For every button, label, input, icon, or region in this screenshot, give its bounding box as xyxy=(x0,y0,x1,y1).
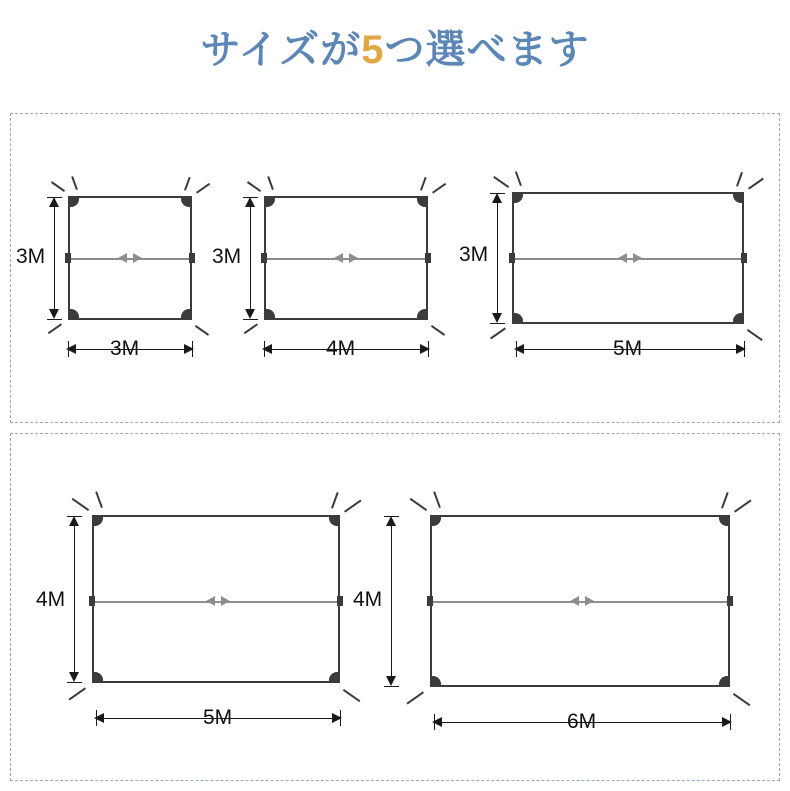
side-tab-right-5x3 xyxy=(741,253,747,263)
dim-width-label-3x3: 3M xyxy=(110,337,140,360)
dim-height-label-5x4: 4M xyxy=(36,588,66,611)
ridge-notch-left-3x3 xyxy=(118,253,127,263)
corner-patch-br-4x3 xyxy=(417,309,428,320)
dim-horizontal-cap-right-5x4 xyxy=(340,710,341,726)
side-tab-right-5x4 xyxy=(337,596,343,606)
dim-height-label-3x3: 3M xyxy=(16,245,46,268)
side-tab-right-3x3 xyxy=(189,253,195,263)
dim-width-label-5x4: 5M xyxy=(203,706,233,729)
dim-height-label-4x3: 3M xyxy=(212,245,242,268)
tarp-ridge-3x3 xyxy=(70,258,190,260)
corner-patch-br-5x3 xyxy=(733,313,744,324)
corner-patch-br-6x4 xyxy=(719,676,730,687)
page-title xyxy=(0,18,790,75)
dim-vertical-arrow-down-5x3 xyxy=(492,313,502,323)
side-tab-right-6x4 xyxy=(727,596,733,606)
dim-width-label-4x3: 4M xyxy=(326,337,356,360)
dim-vertical-line-4x3 xyxy=(250,200,251,316)
side-tab-left-6x4 xyxy=(427,596,433,606)
dim-vertical-line-5x4 xyxy=(74,519,75,679)
side-tab-left-5x4 xyxy=(89,596,95,606)
ridge-notch-left-6x4 xyxy=(570,596,579,606)
dim-vertical-arrow-down-6x4 xyxy=(386,676,396,686)
dim-height-label-6x4: 4M xyxy=(353,588,383,611)
dim-horizontal-cap-left-6x4 xyxy=(434,714,435,730)
dim-vertical-arrow-up-4x3 xyxy=(245,197,255,207)
dim-height-label-5x3: 3M xyxy=(459,243,489,266)
dim-horizontal-cap-left-3x3 xyxy=(68,341,69,357)
dim-vertical-line-6x4 xyxy=(391,519,392,683)
dim-vertical-cap-bottom-3x3 xyxy=(47,319,62,320)
corner-patch-br-3x3 xyxy=(181,309,192,320)
dim-horizontal-cap-right-3x3 xyxy=(192,341,193,357)
page-title-trail: つ選べます xyxy=(384,28,590,72)
tarp-body-5x4 xyxy=(92,515,340,683)
dim-vertical-arrow-down-4x3 xyxy=(245,309,255,319)
dim-horizontal-cap-left-5x3 xyxy=(516,341,517,357)
tarp-ridge-4x3 xyxy=(266,258,426,260)
dim-vertical-arrow-up-5x3 xyxy=(492,193,502,203)
ridge-notch-left-4x3 xyxy=(334,253,343,263)
tarp-ridge-5x3 xyxy=(514,258,742,260)
dim-vertical-cap-bottom-4x3 xyxy=(243,319,258,320)
dim-vertical-line-5x3 xyxy=(497,196,498,320)
ridge-notch-right-5x4 xyxy=(221,596,230,606)
dim-vertical-cap-top-5x4 xyxy=(67,516,82,517)
tarp-ridge-6x4 xyxy=(432,601,728,603)
ridge-notch-left-5x4 xyxy=(206,596,215,606)
page-title-lead: サイズが xyxy=(200,28,362,72)
dim-vertical-cap-bottom-5x3 xyxy=(490,323,505,324)
dim-horizontal-cap-right-4x3 xyxy=(428,341,429,357)
ridge-notch-right-5x3 xyxy=(633,253,642,263)
corner-patch-br-5x4 xyxy=(329,672,340,683)
dim-vertical-arrow-down-3x3 xyxy=(49,309,59,319)
dim-vertical-cap-top-4x3 xyxy=(243,197,258,198)
dim-horizontal-cap-right-6x4 xyxy=(730,714,731,730)
dim-vertical-arrow-up-5x4 xyxy=(69,516,79,526)
side-tab-left-3x3 xyxy=(65,253,71,263)
dim-vertical-arrow-up-3x3 xyxy=(49,197,59,207)
side-tab-left-4x3 xyxy=(261,253,267,263)
dim-vertical-cap-top-6x4 xyxy=(384,516,399,517)
dim-vertical-cap-bottom-6x4 xyxy=(384,686,399,687)
ridge-notch-right-3x3 xyxy=(133,253,142,263)
dim-horizontal-cap-right-5x3 xyxy=(744,341,745,357)
ridge-notch-right-6x4 xyxy=(585,596,594,606)
page-title-count: 5 xyxy=(361,28,385,72)
ridge-notch-right-4x3 xyxy=(349,253,358,263)
side-tab-right-4x3 xyxy=(425,253,431,263)
dim-vertical-line-3x3 xyxy=(54,200,55,316)
dim-width-label-6x4: 6M xyxy=(567,710,597,733)
tarp-ridge-5x4 xyxy=(94,601,338,603)
dim-vertical-arrow-up-6x4 xyxy=(386,516,396,526)
side-tab-left-5x3 xyxy=(509,253,515,263)
ridge-notch-left-5x3 xyxy=(618,253,627,263)
dim-width-label-5x3: 5M xyxy=(613,337,643,360)
dim-vertical-arrow-down-5x4 xyxy=(69,672,79,682)
dim-horizontal-cap-left-4x3 xyxy=(264,341,265,357)
dim-vertical-cap-top-3x3 xyxy=(47,197,62,198)
dim-vertical-cap-top-5x3 xyxy=(490,193,505,194)
dim-vertical-cap-bottom-5x4 xyxy=(67,682,82,683)
dim-horizontal-cap-left-5x4 xyxy=(96,710,97,726)
